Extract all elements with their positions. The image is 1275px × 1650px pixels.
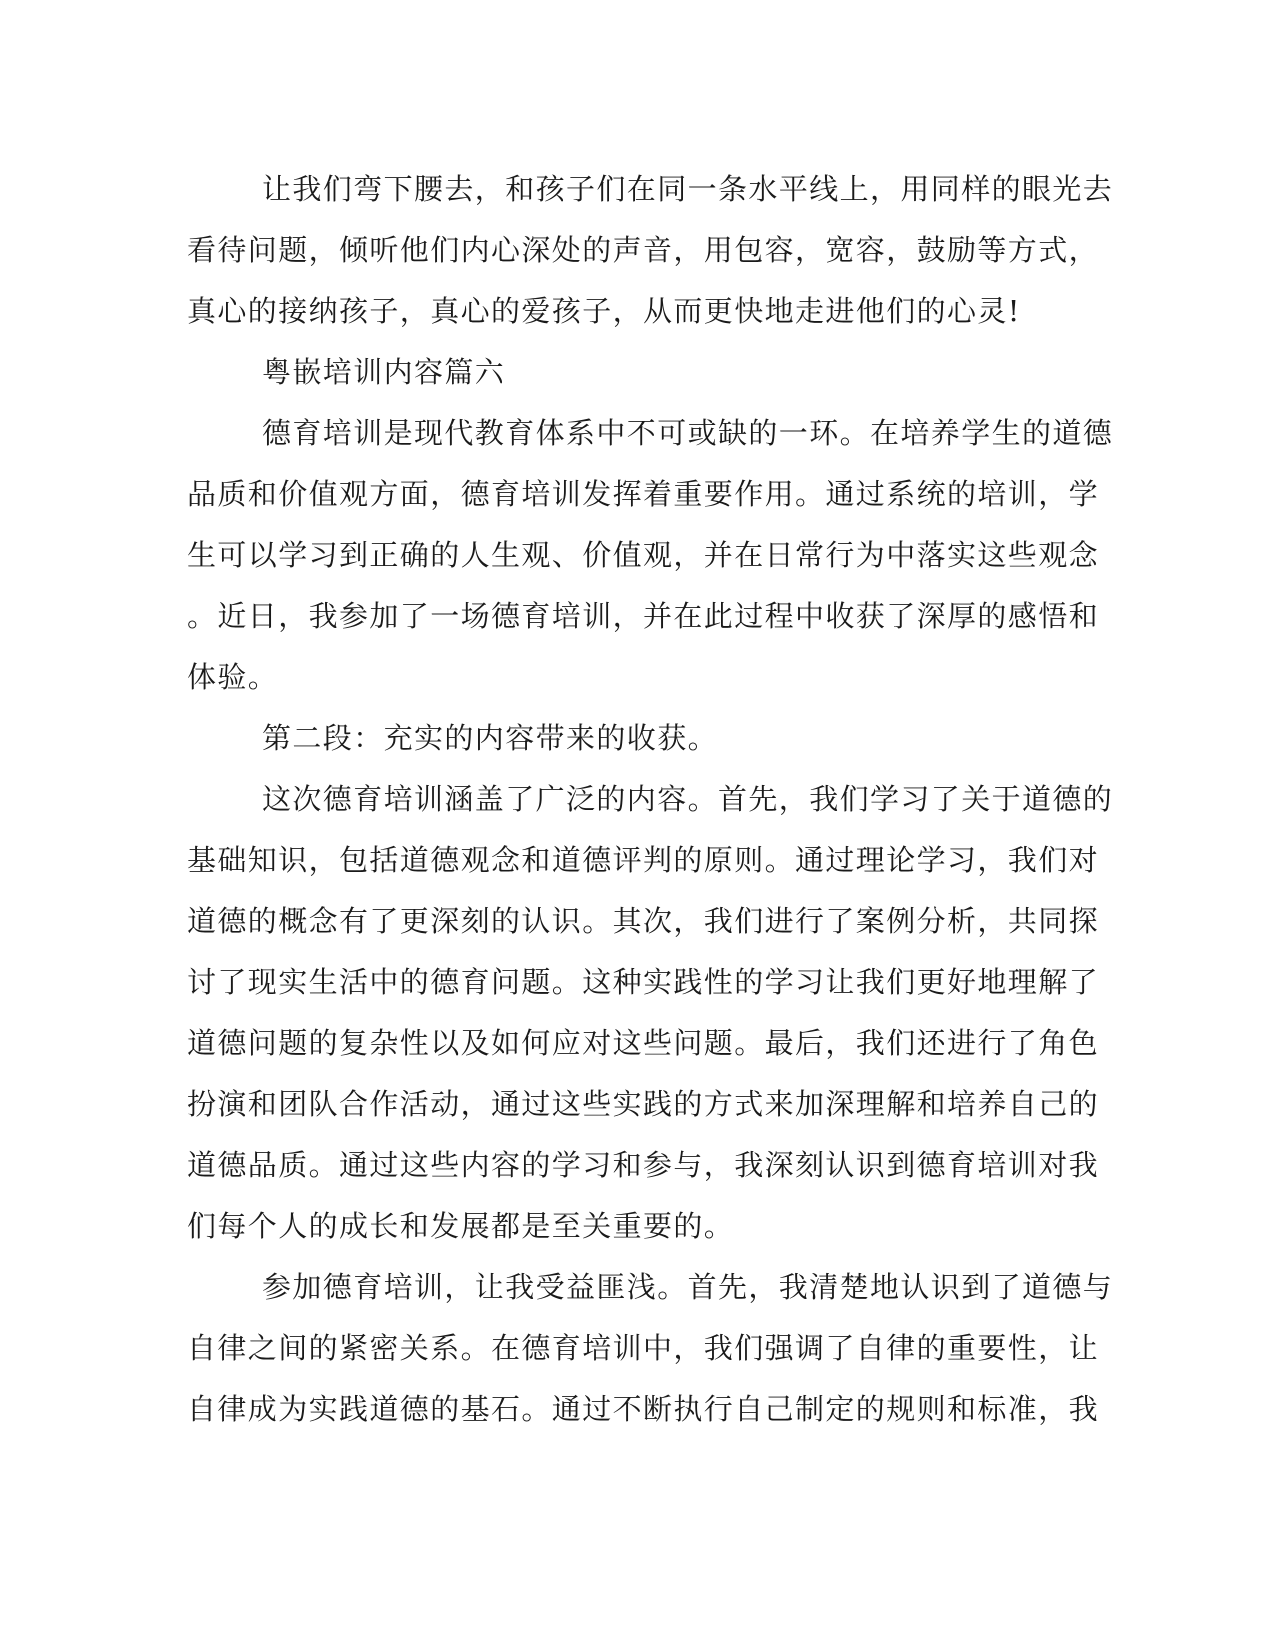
paragraph-line: 自律成为实践道德的基石。通过不断执行自己制定的规则和标准，我	[187, 1392, 1100, 1426]
paragraph-line: 真心的接纳孩子，真心的爱孩子，从而更快地走进他们的心灵!	[187, 294, 1021, 328]
paragraph-line: 讨了现实生活中的德育问题。这种实践性的学习让我们更好地理解了	[187, 965, 1100, 999]
paragraph-line: 品质和价值观方面，德育培训发挥着重要作用。通过系统的培训，学	[187, 477, 1100, 511]
paragraph-line: 生可以学习到正确的人生观、价值观，并在日常行为中落实这些观念	[187, 538, 1100, 572]
paragraph-line: 让我们弯下腰去，和孩子们在同一条水平线上，用同样的眼光去	[262, 172, 1114, 206]
paragraph-line: 道德的概念有了更深刻的认识。其次，我们进行了案例分析，共同探	[187, 904, 1100, 938]
document-body	[187, 159, 1114, 1440]
paragraph-line: 扮演和团队合作活动，通过这些实践的方式来加深理解和培养自己的	[187, 1087, 1100, 1121]
paragraph-line: 体验。	[187, 660, 279, 694]
paragraph-line: 道德品质。通过这些内容的学习和参与，我深刻认识到德育培训对我	[187, 1148, 1100, 1182]
paragraph-line: 参加德育培训，让我受益匪浅。首先，我清楚地认识到了道德与	[262, 1270, 1114, 1304]
paragraph-line: 自律之间的紧密关系。在德育培训中，我们强调了自律的重要性，让	[187, 1331, 1100, 1365]
paragraph-line: 。近日，我参加了一场德育培训，并在此过程中收获了深厚的感悟和	[187, 599, 1100, 633]
paragraph-line: 看待问题，倾听他们内心深处的声音，用包容，宽容，鼓励等方式，	[187, 233, 1100, 267]
section-heading: 粤嵌培训内容篇六	[262, 355, 506, 389]
paragraph-line: 道德问题的复杂性以及如何应对这些问题。最后，我们还进行了角色	[187, 1026, 1100, 1060]
paragraph-line: 基础知识，包括道德观念和道德评判的原则。通过理论学习，我们对	[187, 843, 1100, 877]
section-heading: 第二段：充实的内容带来的收获。	[262, 721, 719, 755]
paragraph-line: 德育培训是现代教育体系中不可或缺的一环。在培养学生的道德	[262, 416, 1114, 450]
paragraph-line: 这次德育培训涵盖了广泛的内容。首先，我们学习了关于道德的	[262, 782, 1114, 816]
paragraph-line: 们每个人的成长和发展都是至关重要的。	[187, 1209, 735, 1243]
